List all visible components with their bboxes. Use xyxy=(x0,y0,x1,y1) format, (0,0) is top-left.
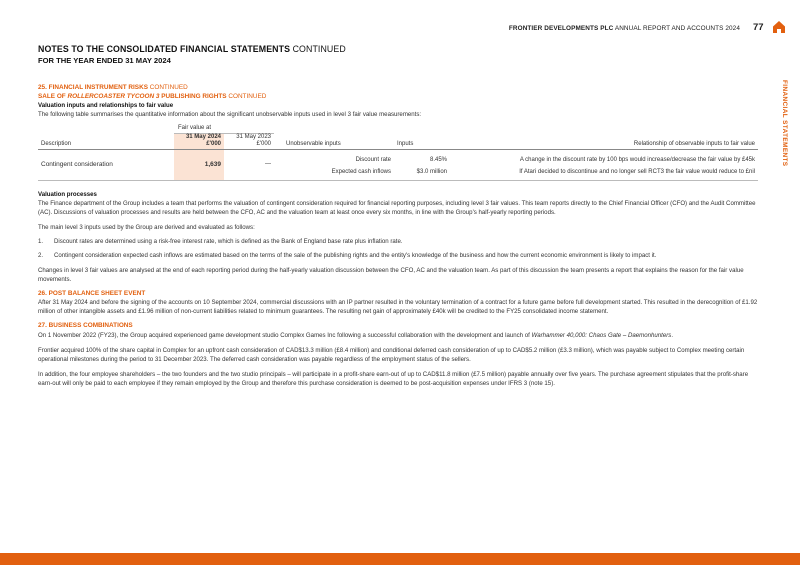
col-unobservable: Unobservable inputs xyxy=(274,133,394,149)
valuation-processes-heading: Valuation processes xyxy=(38,190,97,198)
page-title: NOTES TO THE CONSOLIDATED FINANCIAL STATEMENTS CONTINUED xyxy=(38,44,346,54)
col-description: Description xyxy=(38,133,174,149)
col-2024: 31 May 2024 £'000 xyxy=(174,133,224,149)
row-value-2024: 1,639 xyxy=(174,149,224,180)
company-name: FRONTIER DEVELOPMENTS PLC xyxy=(508,25,614,32)
note27-paragraph: On 1 November 2022 (FY23), the Group acquired experienced game development studio Complex Games Inc following a successful collaboration with the development and launch of Warhammer 40,000: Chaos Gate – Daemonhunters. xyxy=(38,331,674,339)
main-content xyxy=(38,84,758,388)
col-relationship: Relationship of observable inputs to fair value xyxy=(450,133,758,149)
list-item: 1. Discount rates are determined using a risk-free interest rate, which is defined as the Bank of England base rate plus inflation rate. xyxy=(38,237,403,245)
input-value: $3.0 million xyxy=(394,165,450,181)
page-number: 77 xyxy=(753,22,764,33)
input-name: Expected cash inflows xyxy=(274,165,394,181)
fair-value-group-header: Fair value at xyxy=(174,125,274,133)
row-description: Contingent consideration xyxy=(38,149,174,180)
note26-heading: 26. POST BALANCE SHEET EVENT xyxy=(38,289,146,297)
note26-paragraph: After 31 May 2024 and before the signing of the accounts on 10 September 2024, commercial discussions with an IP partner resulted in the voluntary termination of a contract for a future game before full development started. This resulted in the derecognition of £1.92 million of other intangible assets and £1.96 million of non-current liabilities related to minimum guarantees. The resulting net gain of approximately £40k will be credited to the FY25 consolidated income statement. xyxy=(38,299,758,315)
processes-paragraph: Changes in level 3 fair values are analysed at the end of each reporting period during the half-yearly valuation discussion between the CFO, AC and the valuation team. As part of this discussion the team presents a report that explains the reason for the fair value movements. xyxy=(38,266,744,283)
processes-paragraph: The main level 3 inputs used by the Group are derived and evaluated as follows: xyxy=(38,223,255,231)
report-name: ANNUAL REPORT AND ACCOUNTS 2024 xyxy=(614,25,740,32)
note25-subheading: SALE OF ROLLERCOASTER TYCOON 3 PUBLISHING RIGHTS CONTINUED xyxy=(38,92,267,100)
table-row xyxy=(38,149,758,165)
processes-paragraph: The Finance department of the Group includes a team that performs the valuation of contingent consideration required for financial reporting purposes, including level 3 fair values. This team reports directly to the Chief Financial Officer (CFO) and the Audit Committee (AC). Discussions of valuation processes and results are held between the CFO, AC and the valuation team at least once every six months, in line with the Group's half-yearly reporting periods. xyxy=(38,199,756,216)
running-header xyxy=(509,25,740,32)
input-relationship: A change in the discount rate by 100 bps would increase/decrease the fair value by £45k xyxy=(519,156,755,163)
home-icon[interactable] xyxy=(772,20,786,34)
col-inputs: Inputs xyxy=(394,133,450,149)
page-subtitle: FOR THE YEAR ENDED 31 MAY 2024 xyxy=(38,56,171,65)
input-relationship: If Atari decided to discontinue and no longer sell RCT3 the fair value would reduce to £nil xyxy=(450,165,758,181)
col-2023: 31 May 2023 £'000 xyxy=(224,133,274,149)
input-name: Discount rate xyxy=(355,156,391,163)
note25-heading: 25. FINANCIAL INSTRUMENT RISKS CONTINUED xyxy=(38,84,188,91)
note27-heading: 27. BUSINESS COMBINATIONS xyxy=(38,322,133,329)
note27-paragraph: Frontier acquired 100% of the share capital in Complex for an upfront cash consideration of CAD$13.3 million (£8.4 million) and conditional deferred cash consideration of up to CAD$5.2 million (£3.3 million), which was payable subject to Complex meeting certain operational milestones during the period to 31 December 2023. The deferred cash consideration was payable regardless of the employment status of the sellers. xyxy=(38,346,745,363)
list-item: 2. Contingent consideration expected cash inflows are estimated based on the terms of the sale of the publishing rights and the entity's knowledge of the business and how the current economic environment is likely to impact it. xyxy=(38,251,657,259)
row-value-2023: — xyxy=(224,149,274,180)
side-tab-financial-statements[interactable]: FINANCIAL STATEMENTS xyxy=(781,80,788,167)
table-intro: The following table summarises the quantitative information about the significant unobservable inputs used in level 3 fair value measurements: xyxy=(38,111,422,118)
input-value: 8.45% xyxy=(429,156,447,163)
valuation-inputs-heading: Valuation inputs and relationships to fair value xyxy=(38,102,174,109)
valuation-table xyxy=(38,125,758,181)
note27-paragraph: In addition, the four employee shareholders – the two founders and the two studio principals – will participate in a profit-share earn-out of up to CAD$11.8 million (£7.5 million) payable annually over five years. The purchase agreement stipulates that the profit-share earn-out will only be paid to each employee if they remain employed by the Group and therefore this purchase consideration is deemed to be post-acquisition expenses under IFRS 3 (note 15). xyxy=(38,370,749,387)
footer-bar xyxy=(0,553,800,565)
